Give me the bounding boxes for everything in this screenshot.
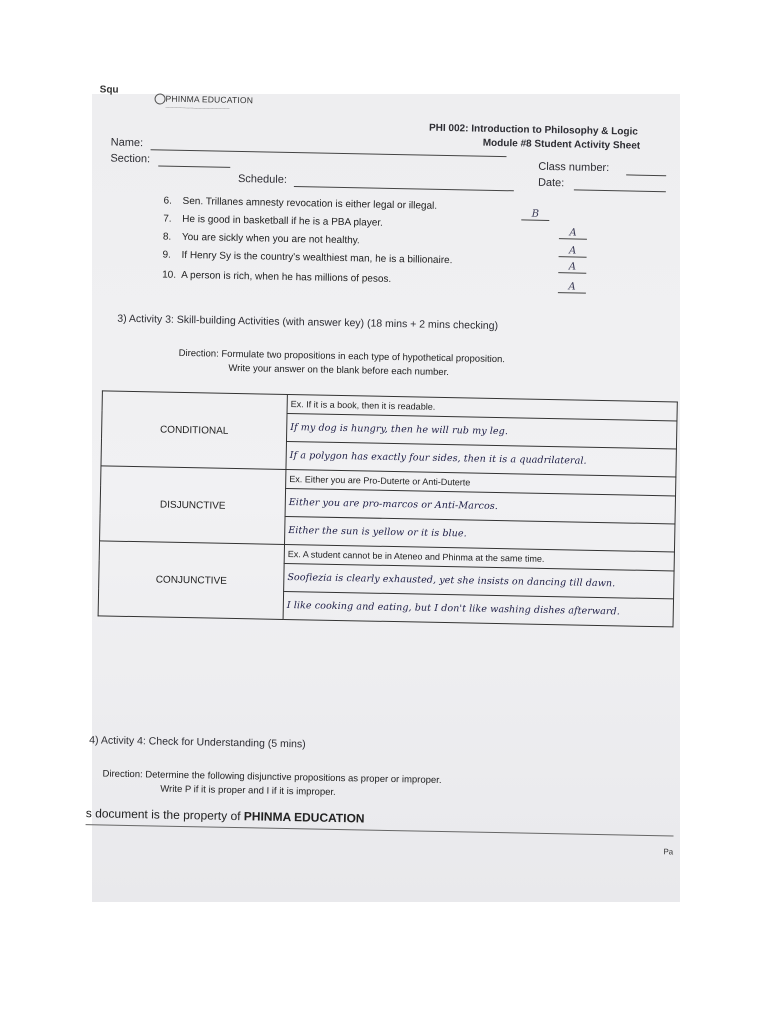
- item-text: A person is rich, when he has millions of pesos.: [181, 269, 392, 285]
- activity3-direction-2: Write your answer on the blank before each number.: [228, 362, 450, 379]
- type-cell: CONDITIONAL: [101, 391, 287, 470]
- answer-cell[interactable]: Either the sun is yellow or it is blue.: [285, 516, 675, 551]
- schedule-line: [294, 186, 514, 191]
- item-number: 9.: [162, 249, 171, 261]
- answer-cell[interactable]: Soofiezia is clearly exhausted, yet she insists on dancing till dawn.: [284, 563, 674, 598]
- footer-brand: PHINMA EDUCATION: [243, 809, 365, 826]
- phinma-logo: PHINMA EDUCATION: [165, 93, 254, 106]
- phinma-logo-icon: [154, 93, 165, 104]
- example-cell: Ex. Either you are Pro-Duterte or Anti-Duterte: [286, 469, 676, 495]
- schedule-label: Schedule:: [237, 172, 288, 186]
- item-answer: B: [521, 208, 549, 221]
- type-cell: CONJUNCTIVE: [98, 541, 284, 620]
- example-cell: Ex. If it is a book, then it is readable.: [287, 394, 677, 420]
- page-label: Pa: [663, 847, 674, 857]
- section-line: [158, 165, 230, 167]
- activity4-title: 4) Activity 4: Check for Understanding (5 mins): [89, 734, 306, 751]
- class-number-line: [626, 174, 666, 176]
- corner-fragment: Squ: [99, 84, 119, 96]
- answer-cell[interactable]: Either you are pro-marcos or Anti-Marcos.: [285, 488, 675, 523]
- item-text: You are sickly when you are not healthy.: [181, 231, 360, 247]
- item-answer: A: [559, 245, 587, 258]
- answer-cell[interactable]: If my dog is hungry, then he will rub my leg.: [286, 413, 676, 448]
- footer-text: [86, 806, 365, 825]
- section-label: Section:: [110, 152, 151, 166]
- activity3-title: 3) Activity 3: Skill-building Activities (with answer key) (18 mins + 2 mins checking): [117, 312, 499, 333]
- module-title: Module #8 Student Activity Sheet: [482, 137, 641, 152]
- list-item: [163, 196, 437, 212]
- date-line: [574, 189, 666, 192]
- item-number: 10.: [162, 269, 177, 281]
- item-text: Sen. Trillanes amnesty revocation is either legal or illegal.: [182, 195, 438, 212]
- answer-cell[interactable]: If a polygon has exactly four sides, then it is a quadrilateral.: [286, 441, 676, 476]
- footer-prefix: s document is the property of: [85, 806, 245, 824]
- answer-cell[interactable]: I like cooking and eating, but I don't like washing dishes afterward.: [283, 591, 673, 626]
- list-item: [163, 232, 360, 247]
- item-number: 8.: [162, 231, 172, 243]
- item-text: He is good in basketball if he is a PBA player.: [182, 213, 383, 229]
- list-item: [162, 250, 452, 267]
- activity4-direction: Direction: Determine the following disjunctive propositions as proper or improper.: [102, 768, 442, 787]
- activity-sheet: [84, 84, 687, 907]
- item-answer: A: [559, 227, 587, 240]
- footer-divider: [86, 824, 674, 836]
- example-cell: Ex. A student cannot be in Ateneo and Phinma at the same time.: [284, 544, 674, 570]
- item-number: 6.: [163, 195, 173, 207]
- activity3-direction: Direction: Formulate two propositions in each type of hypothetical proposition.: [178, 347, 506, 366]
- course-title: PHI 002: Introduction to Philosophy & Logic: [428, 122, 639, 138]
- item-answer: A: [558, 261, 586, 274]
- document-photo: [85, 84, 680, 902]
- item-text: If Henry Sy is the country's wealthiest man, he is a billionaire.: [181, 249, 453, 267]
- type-cell: DISJUNCTIVE: [100, 466, 286, 545]
- proposition-table: [98, 390, 678, 627]
- logo-subtext: ————————————————: [165, 104, 230, 111]
- list-item: [163, 214, 383, 229]
- date-label: Date:: [537, 176, 565, 190]
- name-label: Name:: [110, 136, 144, 150]
- item-number: 7.: [163, 213, 172, 225]
- class-number-label: Class number:: [538, 160, 610, 175]
- activity4-direction-2: Write P if it is proper and I if it is improper.: [160, 783, 336, 798]
- item-answer: A: [558, 281, 586, 294]
- list-item: [162, 270, 391, 285]
- name-line: [151, 149, 507, 157]
